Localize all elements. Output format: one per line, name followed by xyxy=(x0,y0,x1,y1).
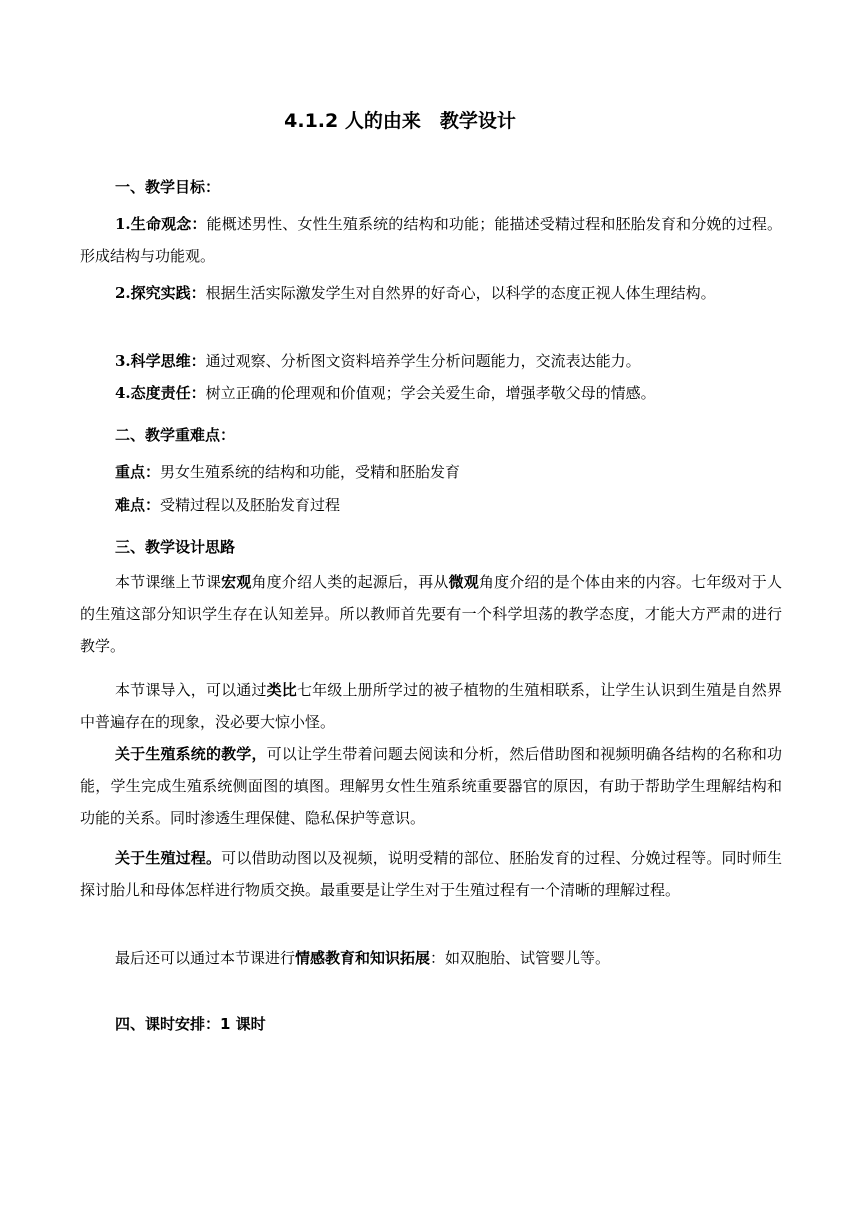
objective-label: 2.探究实践： xyxy=(115,284,206,302)
paragraph-text: 角度介绍的是个体由来的内容。七年级对于人的生殖这部分知识学生存在认知差异。所以教师首先要有一个科学坦荡的教学态度，才能大方严肃的进行教学。 xyxy=(80,573,782,655)
paragraph-text: 本节课继上节课 xyxy=(115,573,222,591)
objective-label: 3.科学思维： xyxy=(115,352,206,370)
section-heading-objectives: 一、教学目标： xyxy=(115,178,221,196)
emphasis-text: 微观 xyxy=(448,573,479,591)
paragraph-text: 七年级上册所学过的被子植物的生殖相联系，让学生认识到生殖是自然界中普遍存在的现象，没必要大惊小怪。 xyxy=(80,681,782,731)
section-heading-design-ideas: 三、教学设计思路 xyxy=(115,538,236,556)
key-point-label: 重点： xyxy=(115,463,161,481)
objective-item xyxy=(80,345,782,377)
objective-text: 根据生活实际激发学生对自然界的好奇心，以科学的态度正视人体生理结构。 xyxy=(205,284,716,302)
section-heading-schedule: 四、课时安排：1 课时 xyxy=(115,1015,266,1033)
emphasis-text: 情感教育和知识拓展 xyxy=(295,949,431,967)
objective-label: 1.生命观念： xyxy=(115,215,207,233)
design-paragraph-2 xyxy=(80,674,782,738)
paragraph-text: 可以借助动图以及视频，说明受精的部位、胚胎发育的过程、分娩过程等。同时师生探讨胎儿和母体怎样进行物质交换。最重要是让学生对于生殖过程有一个清晰的理解过程。 xyxy=(80,849,782,899)
objective-text: 树立正确的伦理观和价值观；学会关爱生命，增强孝敬父母的情感。 xyxy=(205,384,656,402)
emphasis-text: 关于生殖过程。 xyxy=(115,849,222,867)
objective-item xyxy=(80,277,782,309)
document-title: 4.1.2 人的由来 教学设计 xyxy=(284,110,516,132)
design-paragraph-1 xyxy=(80,566,782,662)
paragraph-text: ：如双胞胎、试管婴儿等。 xyxy=(430,949,611,967)
paragraph-text: 可以让学生带着问题去阅读和分析，然后借助图和视频明确各结构的名称和功能，学生完成生殖系统侧面图的填图。理解男女性生殖系统重要器官的原因，有助于帮助学生理解结构和功能的关系。同时渗透生理保健、隐私保护等意识。 xyxy=(80,745,782,827)
emphasis-text: 关于生殖系统的教学， xyxy=(115,745,267,763)
emphasis-text: 宏观 xyxy=(221,573,252,591)
key-point-text: 男女生殖系统的结构和功能，受精和胚胎发育 xyxy=(160,463,461,481)
objective-text: 能概述男性、女性生殖系统的结构和功能；能描述受精过程和胚胎发育和分娩的过程。形成结构与功能观。 xyxy=(80,215,782,265)
design-paragraph-5 xyxy=(80,942,782,974)
paragraph-text: 角度介绍人类的起源后，再从 xyxy=(251,573,449,591)
emphasis-text: 类比 xyxy=(266,681,297,699)
design-paragraph-4 xyxy=(80,842,782,906)
paragraph-text: 最后还可以通过本节课进行 xyxy=(115,949,296,967)
design-paragraph-3 xyxy=(80,738,782,834)
section-heading-key-points: 二、教学重难点： xyxy=(115,426,236,444)
objective-item xyxy=(80,377,782,409)
objective-item xyxy=(80,208,782,272)
paragraph-text: 本节课导入，可以通过 xyxy=(115,681,267,699)
key-point-line xyxy=(115,461,460,483)
objective-text: 通过观察、分析图文资料培养学生分析问题能力，交流表达能力。 xyxy=(205,352,641,370)
difficult-point-label: 难点： xyxy=(115,496,161,514)
objective-label: 4.态度责任： xyxy=(115,384,206,402)
difficult-point-text: 受精过程以及胚胎发育过程 xyxy=(160,496,341,514)
difficult-point-line xyxy=(115,494,340,516)
